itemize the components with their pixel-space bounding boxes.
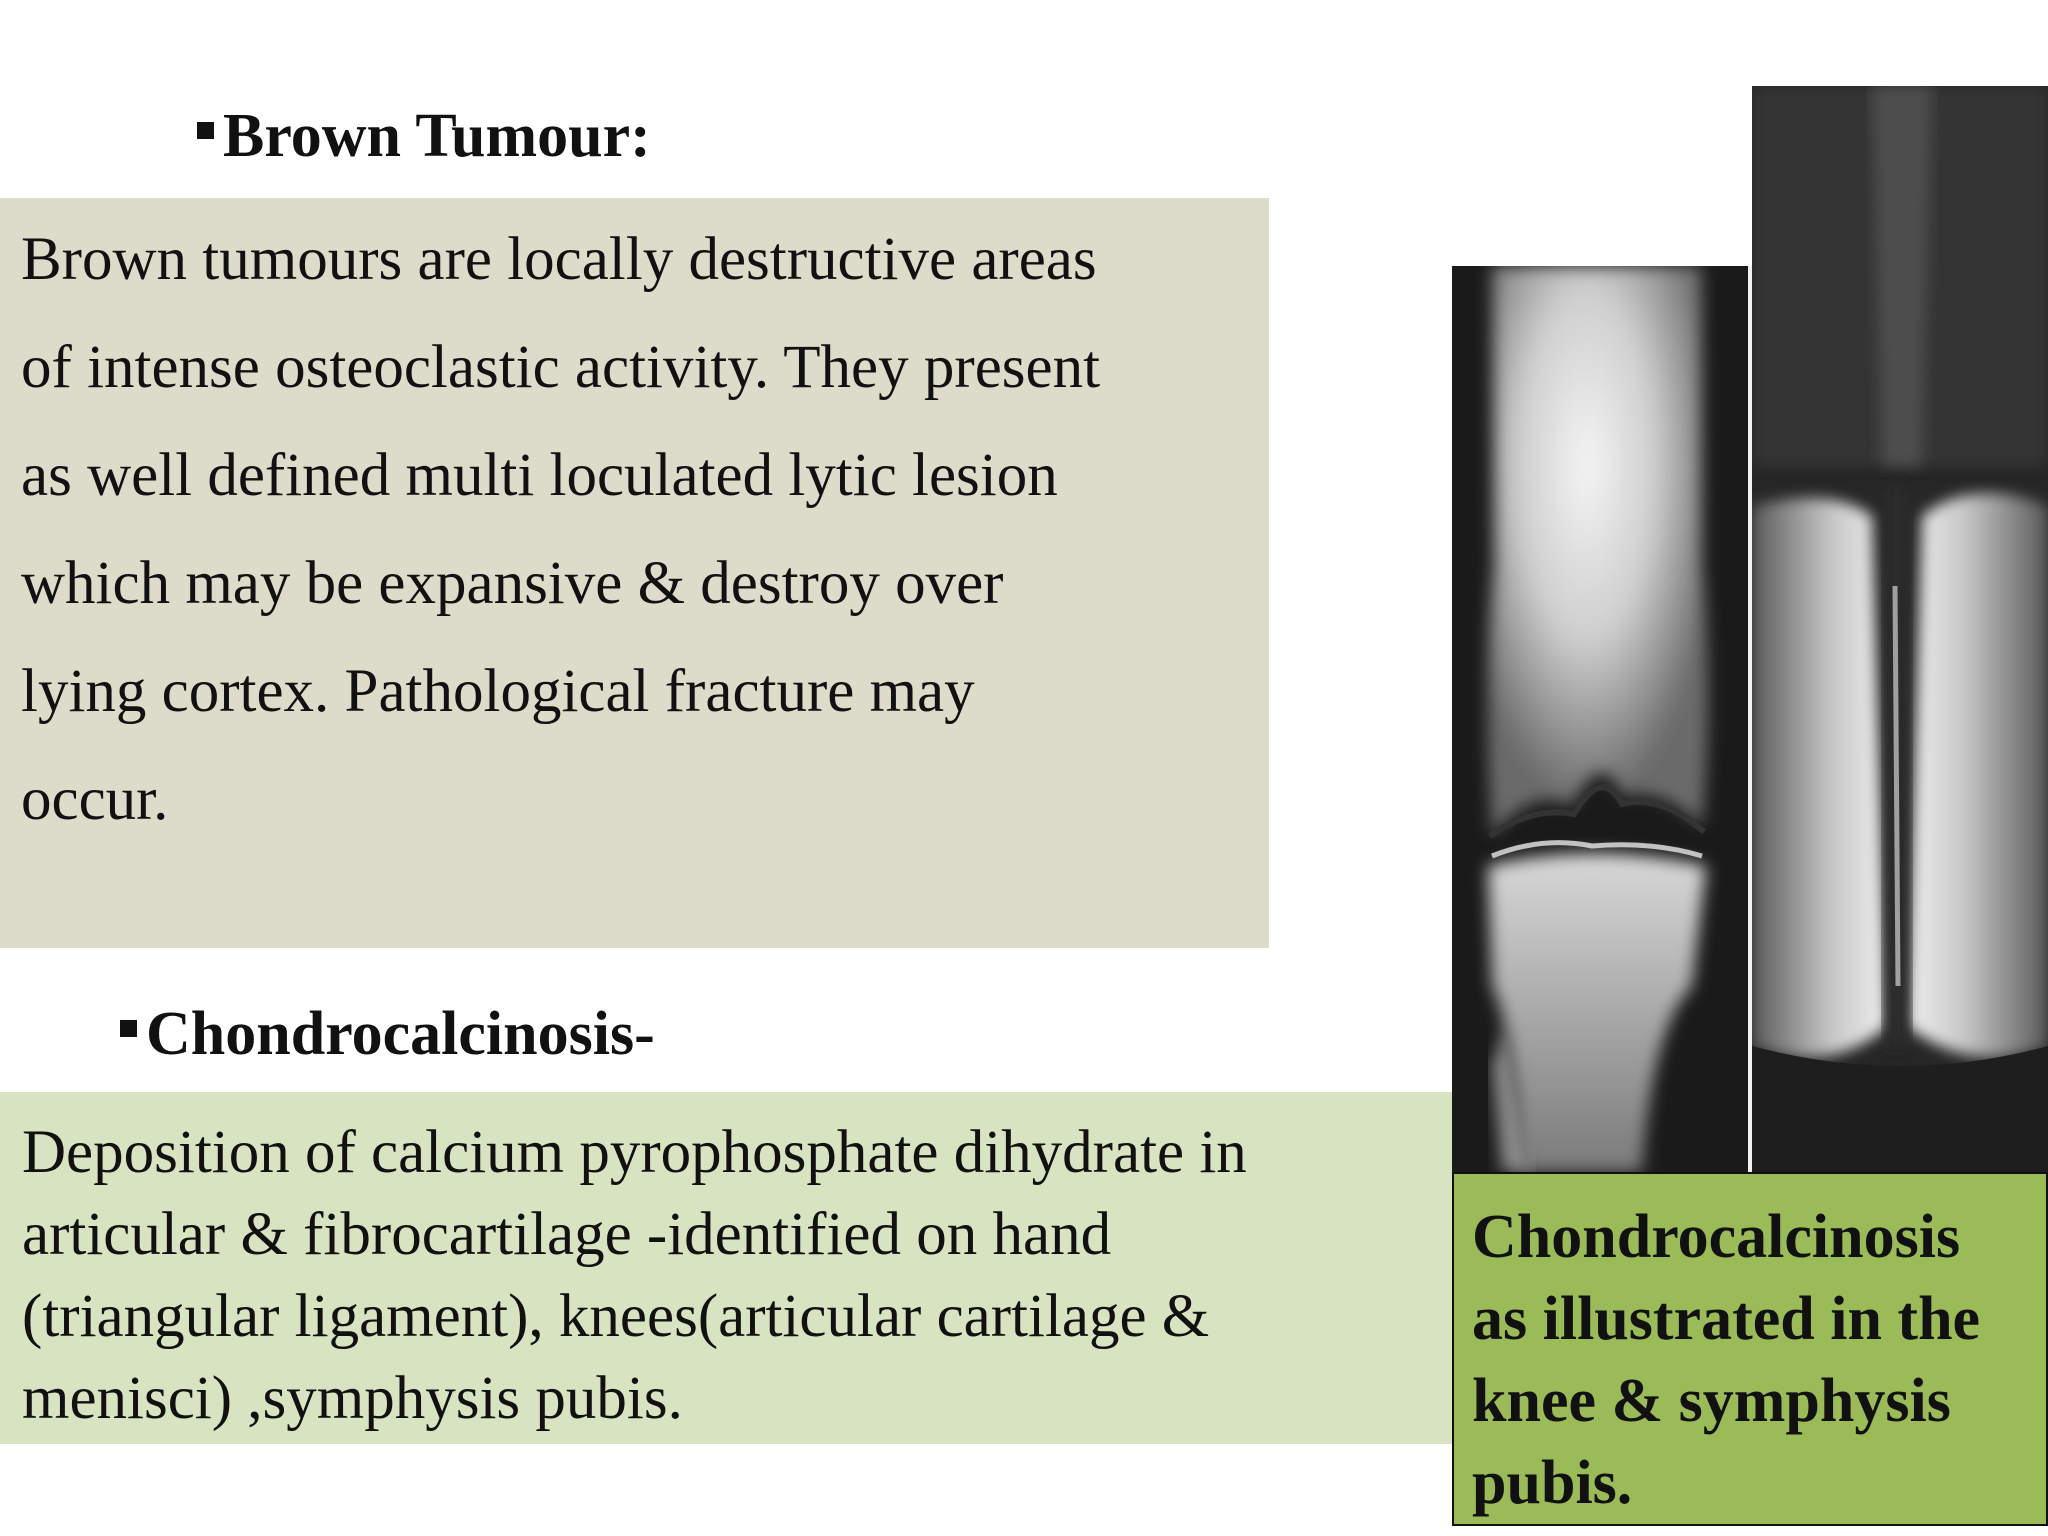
text-line: Deposition of calcium pyrophosphate dihydrate in xyxy=(22,1119,1247,1186)
text-line: occur. xyxy=(21,766,169,833)
caption-line: knee & symphysis xyxy=(1472,1367,1951,1435)
xray-caption-box xyxy=(1452,1172,2048,1526)
text-line: menisci) ,symphysis pubis. xyxy=(22,1365,683,1432)
caption-line: Chondrocalcinosis xyxy=(1472,1203,1961,1271)
brown-tumour-heading xyxy=(197,102,651,170)
caption-line: as illustrated in the xyxy=(1472,1285,1981,1353)
text-line: lying cortex. Pathological fracture may xyxy=(21,658,975,725)
square-bullet-icon xyxy=(197,122,214,139)
text-line: as well defined multi loculated lytic lesion xyxy=(21,442,1058,509)
text-line: of intense osteoclastic activity. They present xyxy=(21,334,1101,401)
square-bullet-icon xyxy=(120,1020,137,1037)
chondrocalcinosis-heading xyxy=(120,1000,655,1068)
chondrocalcinosis-text-box xyxy=(0,1092,1452,1444)
text-line: which may be expansive & destroy over xyxy=(21,550,1004,617)
brown-tumour-heading-text: Brown Tumour: xyxy=(223,102,651,170)
caption-line: pubis. xyxy=(1472,1449,1633,1517)
chondrocalcinosis-heading-text: Chondrocalcinosis- xyxy=(146,1000,655,1068)
knee-xray-image xyxy=(1452,266,1748,1172)
symphysis-pubis-xray-image xyxy=(1752,86,2048,1172)
brown-tumour-text-box xyxy=(0,198,1269,948)
text-line: (triangular ligament), knees(articular cartilage & xyxy=(22,1283,1210,1350)
text-line: Brown tumours are locally destructive areas xyxy=(21,226,1097,293)
text-line: articular & fibrocartilage -identified on hand xyxy=(22,1201,1112,1268)
